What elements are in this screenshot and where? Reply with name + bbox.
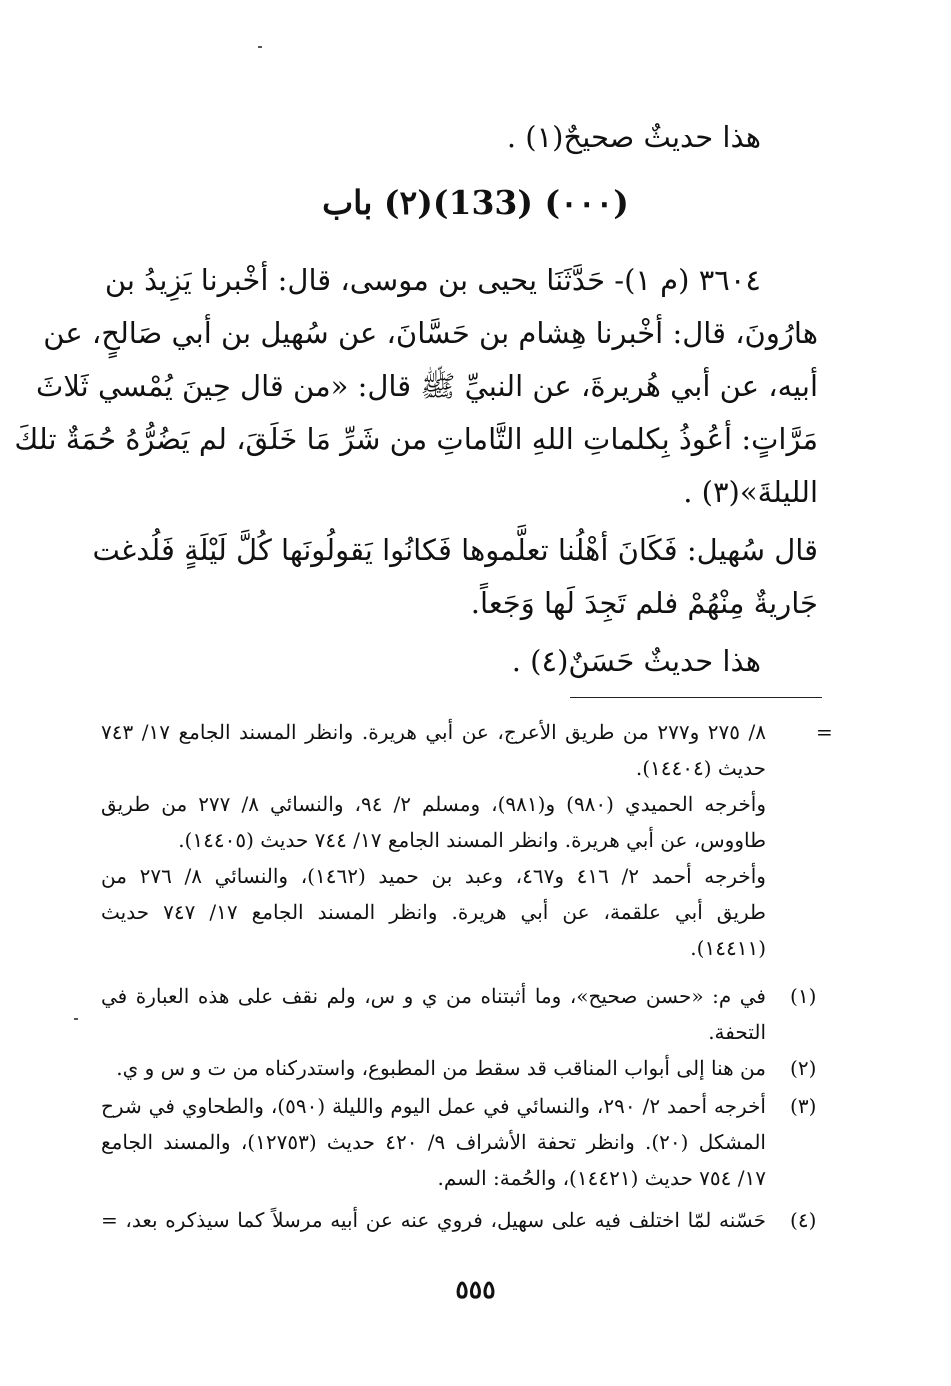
suhail-line: جَاريةٌ مِنْهُمْ فلم تَجِدَ لَها وَجَعاً. <box>470 586 818 620</box>
hasan-remark: هذا حديثٌ حَسَنٌ(٤) . <box>511 644 761 678</box>
hadith-line: ٣٦٠٤ (م ١)- حَدَّثَنَا يحيى بن موسى، قال: أخْبرنا يَزِيدُ بن <box>104 263 761 297</box>
scan-speck <box>74 1018 78 1020</box>
footnote-line: ١٧/ ٧٥٤ حديث (١٤٤٢١)، والحُمة: السم. <box>437 1166 766 1190</box>
hadith-line: الليلةَ»(٣) . <box>683 475 818 509</box>
footnote-line: من هنا إلى أبواب المناقب قد سقط من المطبوع، واستدركناه من ت و س و ي. <box>116 1056 766 1080</box>
continuation-line: حديث (١٤٤٠٤). <box>635 756 766 780</box>
hadith-line: مَرَّاتٍ: أعُوذُ بِكلماتِ اللهِ التَّاماتِ من شَرِّ مَا خَلَقَ، لم يَضُرُّهُ حُمَةٌ تلكَ <box>14 422 818 456</box>
page-number: ٥٥٥ <box>455 1275 496 1304</box>
continuation-line: وأخرجه الحميدي (٩٨٠) و(٩٨١)، ومسلم ٢/ ٩٤، والنسائي ٨/ ٢٧٧ من طريق <box>101 792 767 816</box>
footnote-line: المشكل (٢٠). وانظر تحفة الأشراف ٩/ ٤٢٠ حديث (١٢٧٥٣)، والمسند الجامع <box>101 1130 766 1154</box>
footnote-line: أخرجه أحمد ٢/ ٢٩٠، والنسائي في عمل اليوم والليلة (٥٩٠)، والطحاوي في شرح <box>101 1094 766 1118</box>
continued-marker: = <box>816 720 833 744</box>
continuation-line: طريق أبي علقمة، عن أبي هريرة. وانظر المسند الجامع ١٧/ ٧٤٧ حديث <box>101 900 766 924</box>
footnote-number: (١) <box>790 984 817 1008</box>
scan-speck <box>258 46 262 48</box>
sahih-remark: هذا حديثٌ صحيحٌ(١) . <box>506 120 761 154</box>
chapter-heading: (٠٠٠) (133)(٢) باب <box>322 183 629 222</box>
footnote-number: (٣) <box>790 1094 817 1118</box>
footnote-separator <box>570 697 822 698</box>
suhail-line: قال سُهيل: فَكَانَ أهْلُنا تعلَّموها فَكانُوا يَقولُونَها كُلَّ لَيْلَةٍ فَلُدغت <box>92 533 818 567</box>
hadith-line: هارُونَ، قال: أخْبرنا هِشام بن حَسَّانَ، عن سُهيل بن أبي صَالحٍ، عن <box>43 316 818 350</box>
footnote-line: حَسّنه لمّا اختلف فيه على سهيل، فروي عنه عن أبيه مرسلاً كما سيذكره بعد، = <box>101 1208 766 1232</box>
hadith-line: أبيه، عن أبي هُريرةَ، عن النبيِّ ﷺ قال: «من قال حِينَ يُمْسي ثَلاثَ <box>36 369 818 403</box>
continuation-line: طاووس، عن أبي هريرة. وانظر المسند الجامع ١٧/ ٧٤٤ حديث (١٤٤٠٥). <box>178 828 766 852</box>
continuation-line: (١٤٤١١). <box>690 936 766 960</box>
footnote-number: (٢) <box>790 1056 817 1080</box>
footnote-line: في م: «حسن صحيح»، وما أثبتناه من ي و س، ولم نقف على هذه العبارة في <box>101 984 766 1008</box>
continuation-line: ٨/ ٢٧٥ و٢٧٧ من طريق الأعرج، عن أبي هريرة. وانظر المسند الجامع ١٧/ ٧٤٣ <box>101 720 766 744</box>
footnote-number: (٤) <box>790 1208 817 1232</box>
footnote-line: التحفة. <box>708 1020 766 1044</box>
continuation-line: وأخرجه أحمد ٢/ ٤١٦ و٤٦٧، وعبد بن حميد (١٤٦٢)، والنسائي ٨/ ٢٧٦ من <box>101 864 766 888</box>
